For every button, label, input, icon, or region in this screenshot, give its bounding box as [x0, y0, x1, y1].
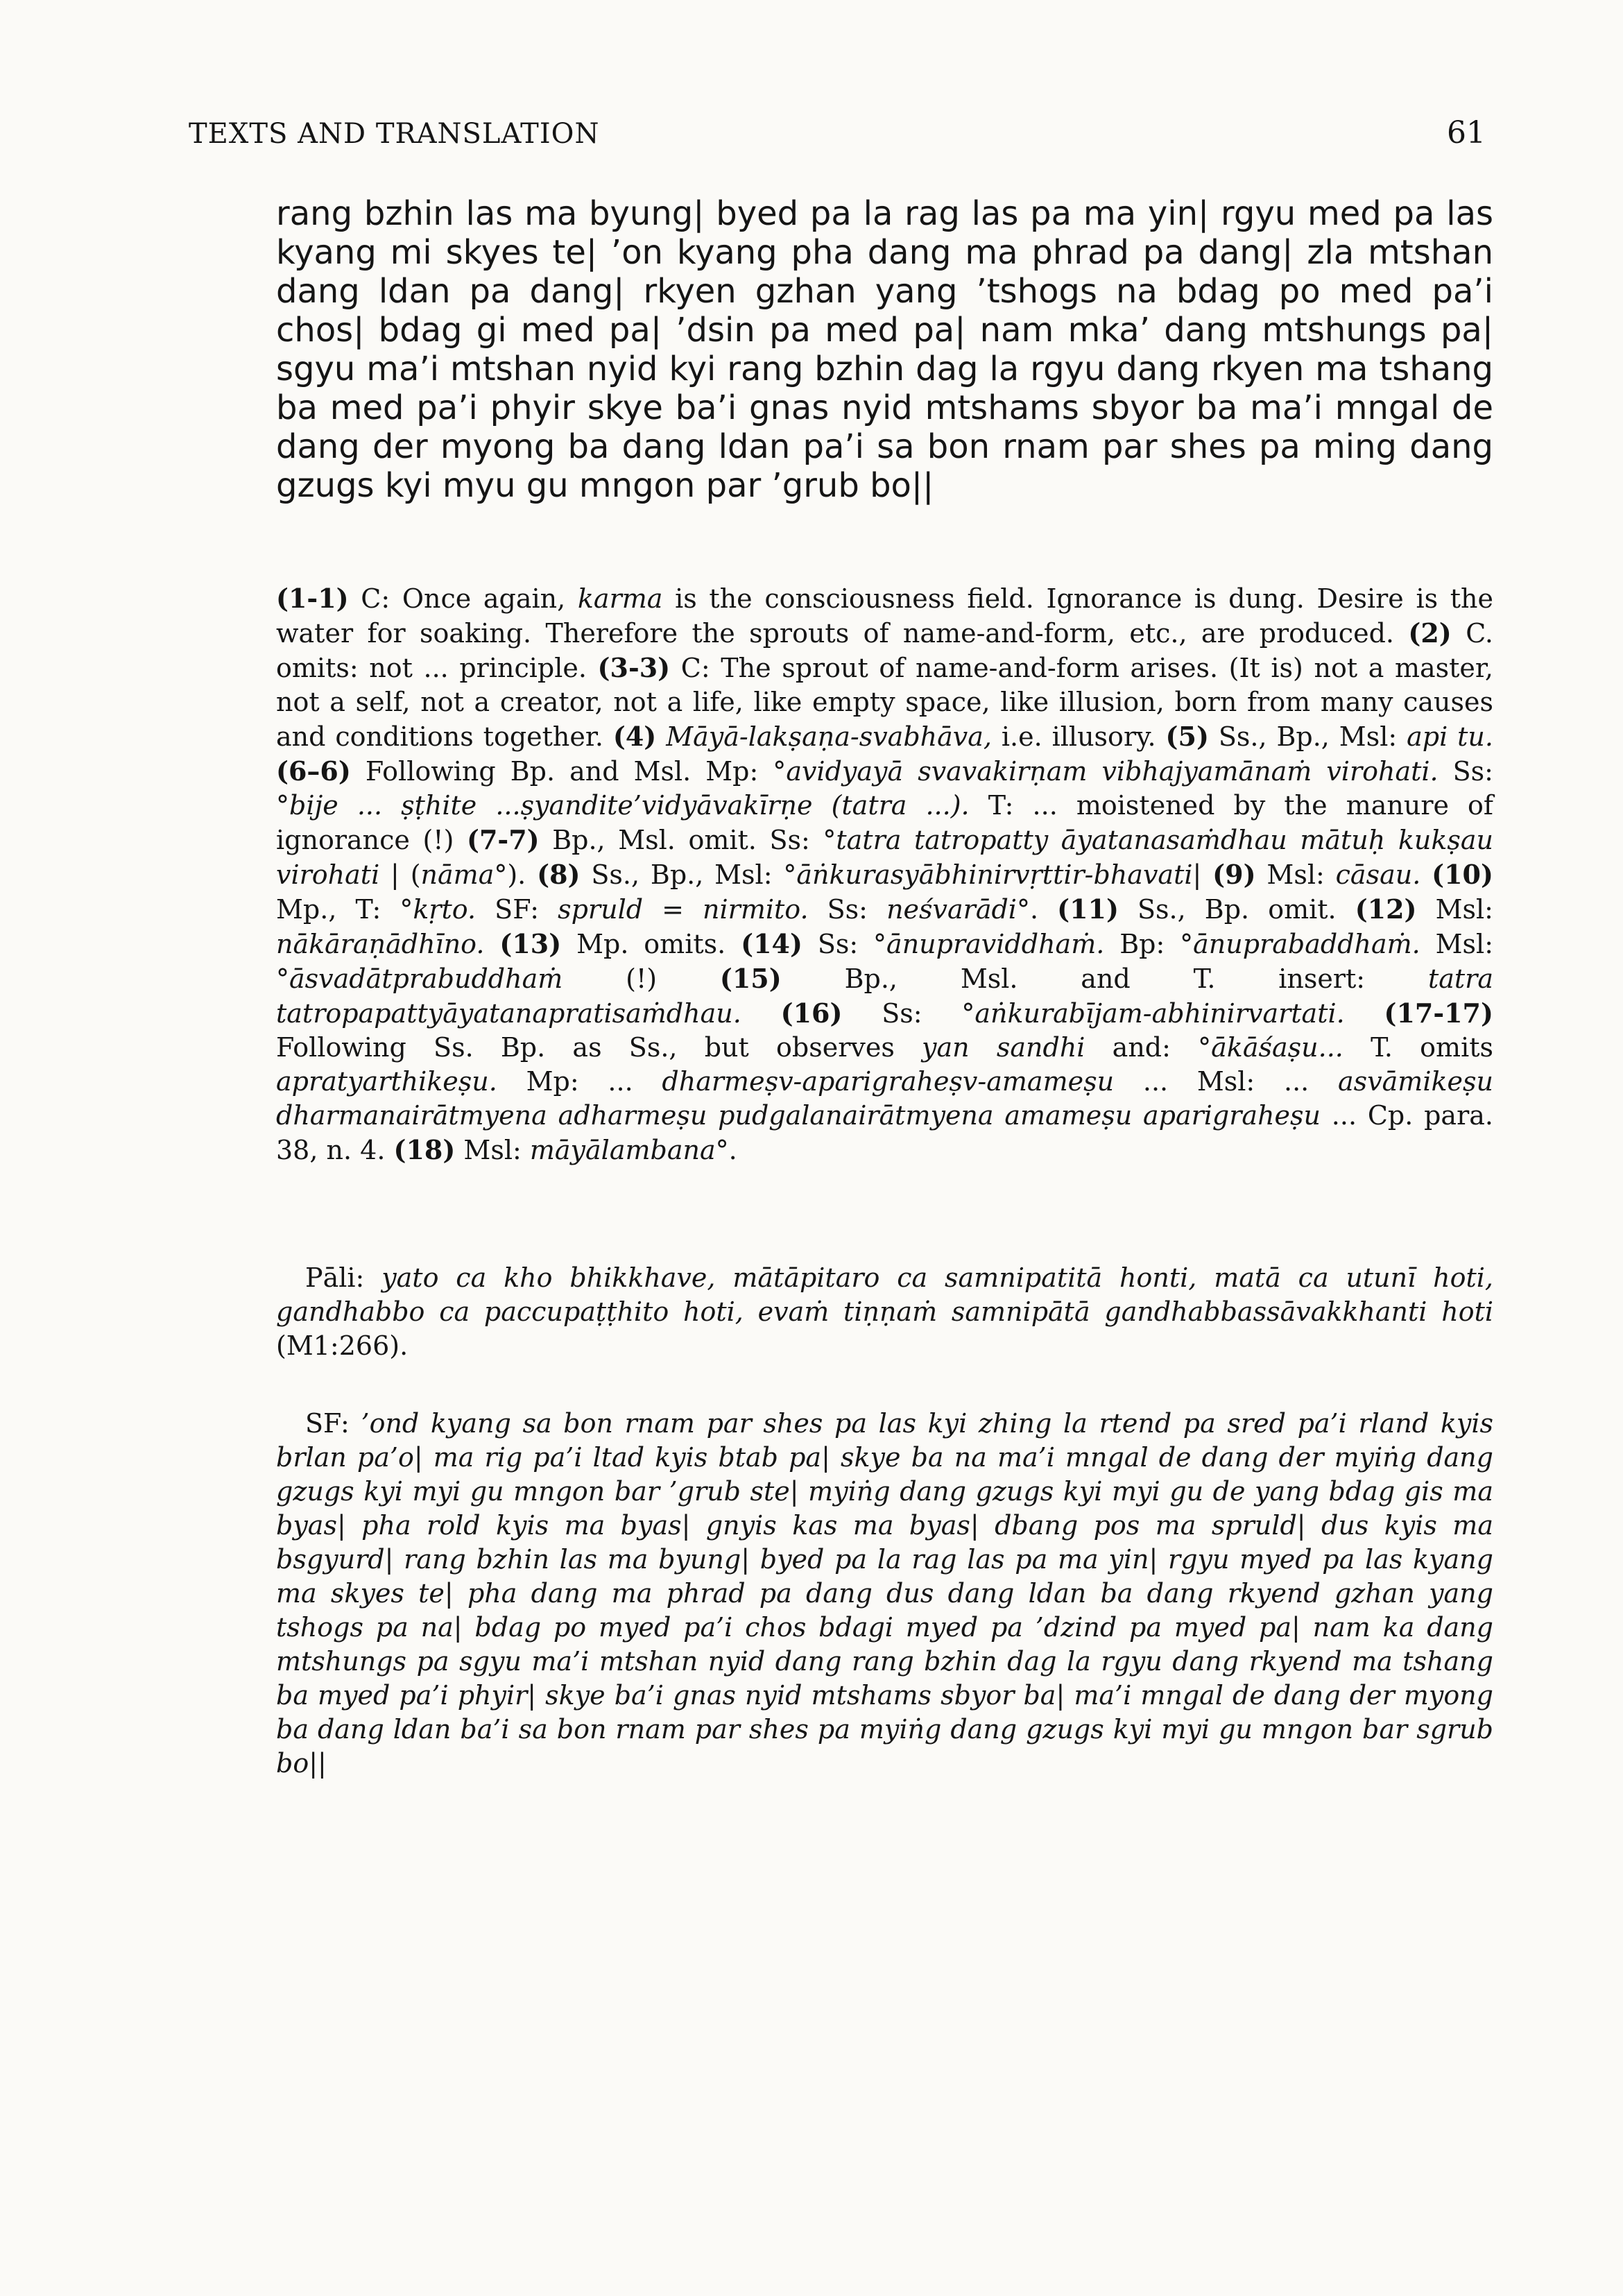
notes-run: [1345, 998, 1384, 1029]
notes-run: (8): [537, 859, 581, 890]
notes-run: (18): [393, 1134, 456, 1165]
notes-run: Ss., Bp., Msl:: [1208, 721, 1407, 752]
notes-run: (12): [1355, 893, 1417, 925]
notes-run: (13): [499, 928, 562, 959]
notes-run: (16): [780, 997, 843, 1029]
notes-run: (15): [719, 963, 782, 994]
notes-run: (1-1): [276, 583, 349, 614]
notes-run: ānupraviddhaṁ.: [886, 929, 1105, 959]
notes-run: dharmeṣv-aparigraheṣv-amameṣu: [662, 1066, 1115, 1097]
tibetan-text: rang bzhin las ma byung| byed pa la rag las pa ma yin| rgyu med pa las kyang mi skyes te| ’on kyang pha dang ma phrad pa dang| zla mtshan dang ldan pa dang| rkyen gzhan yang ’tshogs na bdag po med pa’i chos| bdag gi med pa| ’dsin pa med pa| nam mka’ dang mtshungs pa| sgyu ma’i mtshan nyid kyi rang bzhin dag la rgyu dang rkyen ma tshang ba med pa’i phyir skye ba’i gnas nyid mtshams sbyor ba ma’i mngal de dang der myong ba dang ldan pa’i sa bon rnam par shes pa ming dang gzugs kyi myu gu mngon par ’grub bo||: [276, 194, 1493, 505]
notes-run: | (: [379, 859, 421, 890]
notes-run: [1420, 859, 1432, 890]
notes-run: cāsau.: [1335, 859, 1421, 890]
notes-run: Msl:: [455, 1135, 530, 1165]
notes-run: yan sandhi: [922, 1032, 1085, 1063]
notes-run: māyālambana: [529, 1135, 716, 1165]
notes-run: Bp., Msl. and T. insert:: [781, 963, 1428, 994]
notes-run: Following Ss. Bp. as Ss., but observes: [276, 1032, 922, 1063]
notes-run: (11): [1057, 893, 1119, 925]
notes-run: °).: [494, 859, 538, 890]
page-number: 61: [1447, 115, 1486, 151]
notes-run: SF:: [476, 894, 558, 925]
notes-run: api tu.: [1407, 721, 1493, 752]
notes-run: Mp. omits.: [561, 929, 741, 959]
pali-run: (M1:266).: [276, 1330, 409, 1361]
notes-run: [741, 998, 781, 1029]
notes-run: (4): [612, 721, 657, 752]
notes-run: Ss:: [808, 894, 887, 925]
notes-run: [656, 721, 666, 752]
notes-run: bije ... ṣṭhite ...ṣyandite’vidyāvakīrṇe (tatra ...).: [289, 790, 970, 821]
notes-run: nāma: [420, 859, 495, 890]
pali-body: [276, 1262, 1493, 1361]
pali-run: yato ca kho bhikkhave, mātāpitaro ca samnipatitā honti, matā ca utunī hoti, gandhabbo ca paccupaṭṭhito hoti, evaṁ tiṇṇaṁ samnipātā gandhabbassāvakkhanti hoti: [276, 1262, 1493, 1327]
notes-run: (5): [1165, 721, 1209, 752]
notes-run: ākāśaṣu...: [1211, 1032, 1343, 1063]
notes-run: tatra tatropatty āyatanasaṁdhau mātuḥ kukṣau virohati: [276, 825, 1493, 890]
notes-run: kṛto.: [413, 894, 476, 925]
notes-run: avidyayā svavakirṇam vibhajyamānaṁ virohati.: [786, 756, 1439, 787]
notes-run: tatra tatropapattyāyatanapratisaṁdhau.: [276, 963, 1493, 1029]
notes-run: asvāmikeṣu dharmanairātmyena adharmeṣu pudgalanairātmyena amameṣu aparigraheṣu: [276, 1066, 1493, 1131]
notes-run: (10): [1432, 859, 1493, 890]
notes-run: Mp., T: °: [276, 894, 413, 925]
pali-parallel: [276, 1261, 1493, 1363]
notes-run: ānuprabaddhaṁ.: [1193, 929, 1420, 959]
notes-run: i.e. illusory.: [991, 721, 1166, 752]
notes-run: [1201, 859, 1212, 890]
notes-run: is the consciousness field. Ignorance is dung. Desire is the water for soaking. Therefore the sprouts of name-and-form, etc., are produced.: [276, 583, 1493, 649]
notes-run: Bp: °: [1104, 929, 1194, 959]
notes-run: spruld = nirmito.: [558, 894, 809, 925]
notes-run: Msl:: [1416, 894, 1493, 925]
notes-run: Ss: °: [842, 998, 975, 1029]
notes-run: Māyā-lakṣaṇa-svabhāva,: [666, 721, 992, 752]
notes-run: (!): [563, 963, 720, 994]
sf-run: ’ond kyang sa bon rnam par shes pa las kyi zhing la rtend pa sred pa’i rland kyis brlan pa’o| ma rig pa’i ltad kyis btab pa| skye ba na ma’i mngal de dang der myiṅg dang gzugs kyi myi gu mngon bar ’grub ste| myiṅg dang gzugs kyi myi gu de yang bdag gis ma byas| pha rold kyis ma byas| gnyis kas ma byas| dbang pos ma spruld| dus kyis ma bsgyurd| rang bzhin las ma byung| byed pa la rag las pa ma yin| rgyu myed pa las kyang ma skyes te| pha dang ma phrad pa dang dus dang ldan ba dang rkyend gzhan yang tshogs pa na| bdag po myed pa’i chos bdagi myed pa ’dzind pa myed pa| nam ka dang mtshungs pa sgyu ma’i mtshan nyid dang rang bzhin dag la rgyu dang rkyend ma tshang ba myed pa’i phyir| skye ba’i gnas nyid mtshams sbyor ba| ma’i mngal de dang der myong ba dang ldan ba’i sa bon rnam par shes pa myiṅg dang gzugs kyi myi gu mngon bar sgrub bo||: [276, 1408, 1493, 1779]
notes-run: C: The sprout of name-and-form arises. (It is) not a master, not a self, not a creator, not a life, like empty space, like illusion, born from many causes and conditions together.: [276, 653, 1493, 752]
notes-run: Ss: °: [276, 756, 1493, 821]
notes-run: karma: [577, 583, 663, 614]
notes-run: °.: [1016, 894, 1058, 925]
notes-run: nākāraṇādhīno.: [276, 929, 485, 959]
notes-run: °.: [715, 1135, 737, 1165]
notes-run: Ss., Bp., Msl: °: [580, 859, 797, 890]
notes-run: Ss: °: [802, 929, 887, 959]
sf-run: SF:: [305, 1408, 361, 1439]
notes-run: [484, 929, 499, 959]
notes-run: Ss., Bp. omit.: [1118, 894, 1355, 925]
notes-run: T. omits: [1343, 1032, 1493, 1063]
notes-run: (3-3): [597, 652, 671, 683]
notes-run: Following Bp. and Msl. Mp: °: [350, 756, 787, 787]
notes-run: Mp: ...: [497, 1066, 662, 1097]
notes-run: (6–6): [276, 755, 351, 787]
running-title: TEXTS AND TRANSLATION: [189, 118, 600, 150]
notes-run: neśvarādi: [886, 894, 1017, 925]
notes-run: ... Cp. para. 38, n. 4.: [276, 1100, 1493, 1165]
notes-run: Bp., Msl. omit. Ss: °: [539, 825, 836, 855]
notes-run: (7-7): [467, 824, 540, 855]
notes-run: C: Once again,: [348, 583, 578, 614]
notes-body: [276, 583, 1493, 1165]
notes-run: (14): [741, 928, 802, 959]
notes-run: āsvadātprabuddhaṁ: [289, 963, 563, 994]
sf-parallel: [276, 1407, 1493, 1781]
notes-run: ... Msl: ...: [1114, 1066, 1339, 1097]
notes-run: T: ... moistened by the manure of ignorance (!): [276, 790, 1493, 855]
notes-run: (17-17): [1384, 997, 1493, 1029]
notes-run: Msl: °: [276, 929, 1493, 994]
notes-run: and: °: [1085, 1032, 1212, 1063]
notes-run: aṅkurabījam-abhinirvartati.: [974, 998, 1345, 1029]
pali-run: Pāli:: [305, 1262, 382, 1293]
notes-run: (2): [1408, 617, 1452, 649]
notes-run: C. omits: not ... principle.: [276, 618, 1493, 683]
notes-run: apratyarthikeṣu.: [276, 1066, 497, 1097]
notes-run: āṅkurasyābhinirvṛttir-bhavati|: [796, 859, 1202, 890]
notes-run: Msl:: [1255, 859, 1336, 890]
notes-run: (9): [1212, 859, 1256, 890]
sf-body: [276, 1408, 1493, 1779]
critical-notes: [276, 581, 1493, 1167]
